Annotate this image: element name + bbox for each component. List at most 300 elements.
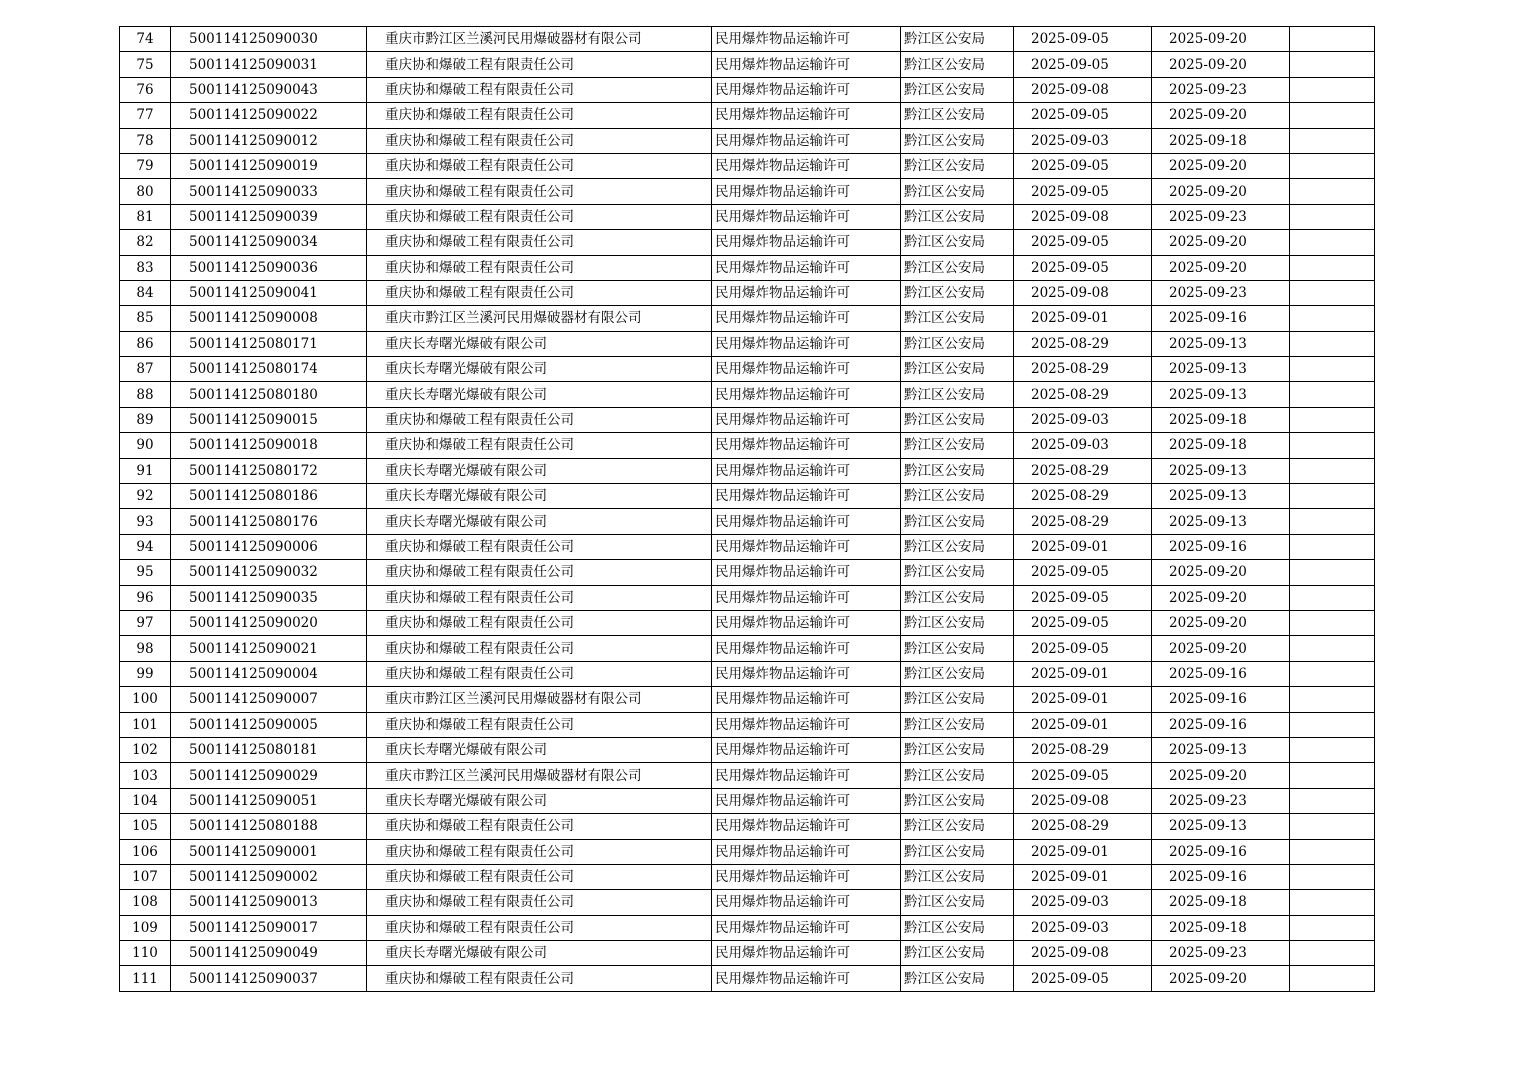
end-date: 2025-09-23 — [1152, 788, 1290, 813]
permit-code: 500114125080171 — [171, 331, 367, 356]
end-date: 2025-09-13 — [1152, 357, 1290, 382]
permit-type: 民用爆炸物品运输许可 — [712, 306, 901, 331]
start-date: 2025-09-05 — [1014, 230, 1152, 255]
issuing-authority: 黔江区公安局 — [901, 52, 1014, 77]
start-date: 2025-09-08 — [1014, 204, 1152, 229]
row-number: 93 — [120, 509, 171, 534]
start-date: 2025-09-08 — [1014, 77, 1152, 102]
start-date: 2025-09-05 — [1014, 560, 1152, 585]
company-name: 重庆协和爆破工程有限责任公司 — [367, 839, 712, 864]
company-name: 重庆协和爆破工程有限责任公司 — [367, 636, 712, 661]
permit-type: 民用爆炸物品运输许可 — [712, 280, 901, 305]
permit-code: 500114125080188 — [171, 814, 367, 839]
permit-type: 民用爆炸物品运输许可 — [712, 712, 901, 737]
remarks — [1290, 661, 1375, 686]
permit-code: 500114125080172 — [171, 458, 367, 483]
company-name: 重庆市黔江区兰溪河民用爆破器材有限公司 — [367, 763, 712, 788]
company-name: 重庆协和爆破工程有限责任公司 — [367, 204, 712, 229]
permit-type: 民用爆炸物品运输许可 — [712, 77, 901, 102]
permit-type: 民用爆炸物品运输许可 — [712, 128, 901, 153]
end-date: 2025-09-18 — [1152, 890, 1290, 915]
permit-code: 500114125090015 — [171, 407, 367, 432]
table-row — [120, 788, 1375, 813]
start-date: 2025-08-29 — [1014, 357, 1152, 382]
company-name: 重庆长寿曙光爆破有限公司 — [367, 382, 712, 407]
remarks — [1290, 534, 1375, 559]
permit-code: 500114125090007 — [171, 687, 367, 712]
permit-code: 500114125090018 — [171, 433, 367, 458]
end-date: 2025-09-20 — [1152, 636, 1290, 661]
table-row — [120, 128, 1375, 153]
company-name: 重庆长寿曙光爆破有限公司 — [367, 941, 712, 966]
permit-type: 民用爆炸物品运输许可 — [712, 636, 901, 661]
remarks — [1290, 433, 1375, 458]
end-date: 2025-09-23 — [1152, 280, 1290, 305]
row-number: 106 — [120, 839, 171, 864]
table-row — [120, 230, 1375, 255]
table-row — [120, 534, 1375, 559]
row-number: 110 — [120, 941, 171, 966]
company-name: 重庆协和爆破工程有限责任公司 — [367, 153, 712, 178]
remarks — [1290, 763, 1375, 788]
issuing-authority: 黔江区公安局 — [901, 230, 1014, 255]
permit-code: 500114125090008 — [171, 306, 367, 331]
permit-type: 民用爆炸物品运输许可 — [712, 407, 901, 432]
permit-type: 民用爆炸物品运输许可 — [712, 687, 901, 712]
start-date: 2025-09-01 — [1014, 661, 1152, 686]
permit-code: 500114125090012 — [171, 128, 367, 153]
table-row — [120, 636, 1375, 661]
table-row — [120, 153, 1375, 178]
end-date: 2025-09-20 — [1152, 179, 1290, 204]
remarks — [1290, 153, 1375, 178]
row-number: 95 — [120, 560, 171, 585]
end-date: 2025-09-20 — [1152, 230, 1290, 255]
row-number: 98 — [120, 636, 171, 661]
company-name: 重庆市黔江区兰溪河民用爆破器材有限公司 — [367, 687, 712, 712]
issuing-authority: 黔江区公安局 — [901, 128, 1014, 153]
table-row — [120, 966, 1375, 991]
issuing-authority: 黔江区公安局 — [901, 407, 1014, 432]
permit-type: 民用爆炸物品运输许可 — [712, 661, 901, 686]
permit-type: 民用爆炸物品运输许可 — [712, 788, 901, 813]
issuing-authority: 黔江区公安局 — [901, 484, 1014, 509]
issuing-authority: 黔江区公安局 — [901, 77, 1014, 102]
row-number: 107 — [120, 864, 171, 889]
end-date: 2025-09-13 — [1152, 331, 1290, 356]
company-name: 重庆长寿曙光爆破有限公司 — [367, 484, 712, 509]
end-date: 2025-09-20 — [1152, 763, 1290, 788]
company-name: 重庆长寿曙光爆破有限公司 — [367, 331, 712, 356]
permit-type: 民用爆炸物品运输许可 — [712, 534, 901, 559]
start-date: 2025-09-05 — [1014, 255, 1152, 280]
table-row — [120, 890, 1375, 915]
row-number: 75 — [120, 52, 171, 77]
start-date: 2025-08-29 — [1014, 814, 1152, 839]
permit-type: 民用爆炸物品运输许可 — [712, 915, 901, 940]
issuing-authority: 黔江区公安局 — [901, 382, 1014, 407]
table-row — [120, 255, 1375, 280]
issuing-authority: 黔江区公安局 — [901, 814, 1014, 839]
remarks — [1290, 407, 1375, 432]
remarks — [1290, 966, 1375, 991]
issuing-authority: 黔江区公安局 — [901, 27, 1014, 52]
end-date: 2025-09-20 — [1152, 103, 1290, 128]
end-date: 2025-09-18 — [1152, 915, 1290, 940]
company-name: 重庆协和爆破工程有限责任公司 — [367, 966, 712, 991]
remarks — [1290, 915, 1375, 940]
remarks — [1290, 484, 1375, 509]
permit-code: 500114125080174 — [171, 357, 367, 382]
end-date: 2025-09-20 — [1152, 153, 1290, 178]
table-row — [120, 77, 1375, 102]
issuing-authority: 黔江区公安局 — [901, 610, 1014, 635]
row-number: 96 — [120, 585, 171, 610]
row-number: 85 — [120, 306, 171, 331]
issuing-authority: 黔江区公安局 — [901, 687, 1014, 712]
table-row — [120, 458, 1375, 483]
remarks — [1290, 128, 1375, 153]
row-number: 78 — [120, 128, 171, 153]
table-row — [120, 331, 1375, 356]
row-number: 91 — [120, 458, 171, 483]
issuing-authority: 黔江区公安局 — [901, 280, 1014, 305]
table-row — [120, 661, 1375, 686]
permit-type: 民用爆炸物品运输许可 — [712, 509, 901, 534]
remarks — [1290, 585, 1375, 610]
start-date: 2025-08-29 — [1014, 458, 1152, 483]
row-number: 86 — [120, 331, 171, 356]
end-date: 2025-09-23 — [1152, 941, 1290, 966]
remarks — [1290, 255, 1375, 280]
end-date: 2025-09-13 — [1152, 484, 1290, 509]
permit-type: 民用爆炸物品运输许可 — [712, 382, 901, 407]
table-row — [120, 941, 1375, 966]
permit-code: 500114125090005 — [171, 712, 367, 737]
remarks — [1290, 712, 1375, 737]
start-date: 2025-09-05 — [1014, 636, 1152, 661]
end-date: 2025-09-13 — [1152, 737, 1290, 762]
permit-code: 500114125090051 — [171, 788, 367, 813]
table-row — [120, 915, 1375, 940]
end-date: 2025-09-20 — [1152, 966, 1290, 991]
table-row — [120, 864, 1375, 889]
permit-code: 500114125090029 — [171, 763, 367, 788]
row-number: 77 — [120, 103, 171, 128]
company-name: 重庆协和爆破工程有限责任公司 — [367, 585, 712, 610]
issuing-authority: 黔江区公安局 — [901, 458, 1014, 483]
end-date: 2025-09-18 — [1152, 407, 1290, 432]
start-date: 2025-08-29 — [1014, 737, 1152, 762]
table-row — [120, 407, 1375, 432]
start-date: 2025-09-03 — [1014, 407, 1152, 432]
start-date: 2025-09-05 — [1014, 179, 1152, 204]
issuing-authority: 黔江区公安局 — [901, 890, 1014, 915]
end-date: 2025-09-20 — [1152, 27, 1290, 52]
end-date: 2025-09-13 — [1152, 814, 1290, 839]
remarks — [1290, 357, 1375, 382]
end-date: 2025-09-16 — [1152, 661, 1290, 686]
permit-code: 500114125090002 — [171, 864, 367, 889]
issuing-authority: 黔江区公安局 — [901, 433, 1014, 458]
permit-type: 民用爆炸物品运输许可 — [712, 357, 901, 382]
remarks — [1290, 103, 1375, 128]
permit-code: 500114125090020 — [171, 610, 367, 635]
row-number: 111 — [120, 966, 171, 991]
permit-type: 民用爆炸物品运输许可 — [712, 204, 901, 229]
permit-type: 民用爆炸物品运输许可 — [712, 331, 901, 356]
company-name: 重庆协和爆破工程有限责任公司 — [367, 433, 712, 458]
remarks — [1290, 788, 1375, 813]
permit-code: 500114125090021 — [171, 636, 367, 661]
company-name: 重庆协和爆破工程有限责任公司 — [367, 610, 712, 635]
table-row — [120, 27, 1375, 52]
row-number: 105 — [120, 814, 171, 839]
end-date: 2025-09-20 — [1152, 560, 1290, 585]
issuing-authority: 黔江区公安局 — [901, 864, 1014, 889]
remarks — [1290, 458, 1375, 483]
permit-code: 500114125090036 — [171, 255, 367, 280]
remarks — [1290, 509, 1375, 534]
end-date: 2025-09-16 — [1152, 839, 1290, 864]
row-number: 89 — [120, 407, 171, 432]
issuing-authority: 黔江区公安局 — [901, 636, 1014, 661]
row-number: 94 — [120, 534, 171, 559]
start-date: 2025-09-05 — [1014, 52, 1152, 77]
permit-type: 民用爆炸物品运输许可 — [712, 103, 901, 128]
permit-code: 500114125090017 — [171, 915, 367, 940]
start-date: 2025-09-05 — [1014, 27, 1152, 52]
company-name: 重庆协和爆破工程有限责任公司 — [367, 534, 712, 559]
permit-type: 民用爆炸物品运输许可 — [712, 458, 901, 483]
row-number: 100 — [120, 687, 171, 712]
issuing-authority: 黔江区公安局 — [901, 103, 1014, 128]
issuing-authority: 黔江区公安局 — [901, 331, 1014, 356]
company-name: 重庆协和爆破工程有限责任公司 — [367, 77, 712, 102]
company-name: 重庆协和爆破工程有限责任公司 — [367, 52, 712, 77]
permit-type: 民用爆炸物品运输许可 — [712, 179, 901, 204]
issuing-authority: 黔江区公安局 — [901, 712, 1014, 737]
start-date: 2025-08-29 — [1014, 382, 1152, 407]
remarks — [1290, 204, 1375, 229]
table-row — [120, 52, 1375, 77]
company-name: 重庆长寿曙光爆破有限公司 — [367, 737, 712, 762]
company-name: 重庆协和爆破工程有限责任公司 — [367, 712, 712, 737]
start-date: 2025-09-08 — [1014, 788, 1152, 813]
row-number: 102 — [120, 737, 171, 762]
end-date: 2025-09-20 — [1152, 610, 1290, 635]
table-row — [120, 179, 1375, 204]
company-name: 重庆协和爆破工程有限责任公司 — [367, 280, 712, 305]
permit-type: 民用爆炸物品运输许可 — [712, 153, 901, 178]
start-date: 2025-09-05 — [1014, 585, 1152, 610]
start-date: 2025-09-08 — [1014, 941, 1152, 966]
end-date: 2025-09-13 — [1152, 458, 1290, 483]
issuing-authority: 黔江区公安局 — [901, 915, 1014, 940]
permit-type: 民用爆炸物品运输许可 — [712, 864, 901, 889]
company-name: 重庆协和爆破工程有限责任公司 — [367, 915, 712, 940]
start-date: 2025-09-01 — [1014, 864, 1152, 889]
table-row — [120, 484, 1375, 509]
permit-type: 民用爆炸物品运输许可 — [712, 839, 901, 864]
permit-type: 民用爆炸物品运输许可 — [712, 255, 901, 280]
row-number: 90 — [120, 433, 171, 458]
remarks — [1290, 280, 1375, 305]
company-name: 重庆协和爆破工程有限责任公司 — [367, 179, 712, 204]
table-row — [120, 712, 1375, 737]
end-date: 2025-09-23 — [1152, 204, 1290, 229]
remarks — [1290, 382, 1375, 407]
permit-code: 500114125090001 — [171, 839, 367, 864]
permit-code: 500114125090030 — [171, 27, 367, 52]
permit-code: 500114125090039 — [171, 204, 367, 229]
remarks — [1290, 610, 1375, 635]
issuing-authority: 黔江区公安局 — [901, 763, 1014, 788]
row-number: 99 — [120, 661, 171, 686]
company-name: 重庆协和爆破工程有限责任公司 — [367, 407, 712, 432]
issuing-authority: 黔江区公安局 — [901, 788, 1014, 813]
issuing-authority: 黔江区公安局 — [901, 737, 1014, 762]
permit-type: 民用爆炸物品运输许可 — [712, 230, 901, 255]
row-number: 101 — [120, 712, 171, 737]
end-date: 2025-09-16 — [1152, 864, 1290, 889]
permit-type: 民用爆炸物品运输许可 — [712, 610, 901, 635]
table-row — [120, 280, 1375, 305]
row-number: 82 — [120, 230, 171, 255]
table-row — [120, 560, 1375, 585]
permit-type: 民用爆炸物品运输许可 — [712, 966, 901, 991]
start-date: 2025-09-05 — [1014, 966, 1152, 991]
remarks — [1290, 890, 1375, 915]
row-number: 92 — [120, 484, 171, 509]
row-number: 84 — [120, 280, 171, 305]
remarks — [1290, 77, 1375, 102]
permit-code: 500114125090033 — [171, 179, 367, 204]
table-row — [120, 814, 1375, 839]
company-name: 重庆市黔江区兰溪河民用爆破器材有限公司 — [367, 27, 712, 52]
start-date: 2025-09-01 — [1014, 534, 1152, 559]
permit-code: 500114125090006 — [171, 534, 367, 559]
start-date: 2025-09-05 — [1014, 610, 1152, 635]
company-name: 重庆协和爆破工程有限责任公司 — [367, 255, 712, 280]
remarks — [1290, 941, 1375, 966]
row-number: 88 — [120, 382, 171, 407]
start-date: 2025-09-03 — [1014, 128, 1152, 153]
table-row — [120, 610, 1375, 635]
table-row — [120, 103, 1375, 128]
remarks — [1290, 331, 1375, 356]
permit-code: 500114125090035 — [171, 585, 367, 610]
company-name: 重庆长寿曙光爆破有限公司 — [367, 509, 712, 534]
permit-type: 民用爆炸物品运输许可 — [712, 814, 901, 839]
remarks — [1290, 636, 1375, 661]
end-date: 2025-09-16 — [1152, 687, 1290, 712]
end-date: 2025-09-23 — [1152, 77, 1290, 102]
issuing-authority: 黔江区公安局 — [901, 255, 1014, 280]
table-row — [120, 204, 1375, 229]
issuing-authority: 黔江区公安局 — [901, 534, 1014, 559]
end-date: 2025-09-18 — [1152, 128, 1290, 153]
permit-code: 500114125090043 — [171, 77, 367, 102]
start-date: 2025-08-29 — [1014, 509, 1152, 534]
issuing-authority: 黔江区公安局 — [901, 839, 1014, 864]
permit-code: 500114125080181 — [171, 737, 367, 762]
row-number: 81 — [120, 204, 171, 229]
permit-code: 500114125090032 — [171, 560, 367, 585]
start-date: 2025-09-01 — [1014, 306, 1152, 331]
issuing-authority: 黔江区公安局 — [901, 509, 1014, 534]
row-number: 74 — [120, 27, 171, 52]
remarks — [1290, 687, 1375, 712]
issuing-authority: 黔江区公安局 — [901, 204, 1014, 229]
company-name: 重庆协和爆破工程有限责任公司 — [367, 103, 712, 128]
company-name: 重庆长寿曙光爆破有限公司 — [367, 458, 712, 483]
company-name: 重庆市黔江区兰溪河民用爆破器材有限公司 — [367, 306, 712, 331]
company-name: 重庆协和爆破工程有限责任公司 — [367, 128, 712, 153]
row-number: 97 — [120, 610, 171, 635]
end-date: 2025-09-16 — [1152, 712, 1290, 737]
remarks — [1290, 814, 1375, 839]
permit-type: 民用爆炸物品运输许可 — [712, 484, 901, 509]
remarks — [1290, 52, 1375, 77]
table-row — [120, 357, 1375, 382]
permit-type: 民用爆炸物品运输许可 — [712, 763, 901, 788]
start-date: 2025-09-01 — [1014, 687, 1152, 712]
row-number: 83 — [120, 255, 171, 280]
remarks — [1290, 737, 1375, 762]
table-row — [120, 382, 1375, 407]
row-number: 80 — [120, 179, 171, 204]
end-date: 2025-09-20 — [1152, 255, 1290, 280]
end-date: 2025-09-20 — [1152, 585, 1290, 610]
company-name: 重庆长寿曙光爆破有限公司 — [367, 357, 712, 382]
table-row — [120, 839, 1375, 864]
start-date: 2025-09-01 — [1014, 712, 1152, 737]
issuing-authority: 黔江区公安局 — [901, 357, 1014, 382]
end-date: 2025-09-13 — [1152, 509, 1290, 534]
issuing-authority: 黔江区公安局 — [901, 661, 1014, 686]
permit-type: 民用爆炸物品运输许可 — [712, 560, 901, 585]
start-date: 2025-09-05 — [1014, 103, 1152, 128]
company-name: 重庆协和爆破工程有限责任公司 — [367, 864, 712, 889]
company-name: 重庆协和爆破工程有限责任公司 — [367, 230, 712, 255]
permit-code: 500114125090041 — [171, 280, 367, 305]
permit-code: 500114125090013 — [171, 890, 367, 915]
permit-type: 民用爆炸物品运输许可 — [712, 890, 901, 915]
row-number: 103 — [120, 763, 171, 788]
end-date: 2025-09-13 — [1152, 382, 1290, 407]
remarks — [1290, 560, 1375, 585]
issuing-authority: 黔江区公安局 — [901, 941, 1014, 966]
company-name: 重庆协和爆破工程有限责任公司 — [367, 560, 712, 585]
permit-type: 民用爆炸物品运输许可 — [712, 941, 901, 966]
remarks — [1290, 864, 1375, 889]
table-row — [120, 433, 1375, 458]
end-date: 2025-09-16 — [1152, 534, 1290, 559]
permit-code: 500114125080186 — [171, 484, 367, 509]
permit-type: 民用爆炸物品运输许可 — [712, 52, 901, 77]
permit-code: 500114125080180 — [171, 382, 367, 407]
start-date: 2025-09-03 — [1014, 890, 1152, 915]
permit-type: 民用爆炸物品运输许可 — [712, 433, 901, 458]
company-name: 重庆协和爆破工程有限责任公司 — [367, 661, 712, 686]
permit-type: 民用爆炸物品运输许可 — [712, 585, 901, 610]
table-row — [120, 763, 1375, 788]
permit-code: 500114125090031 — [171, 52, 367, 77]
start-date: 2025-08-29 — [1014, 484, 1152, 509]
table-row — [120, 306, 1375, 331]
permit-code: 500114125090049 — [171, 941, 367, 966]
